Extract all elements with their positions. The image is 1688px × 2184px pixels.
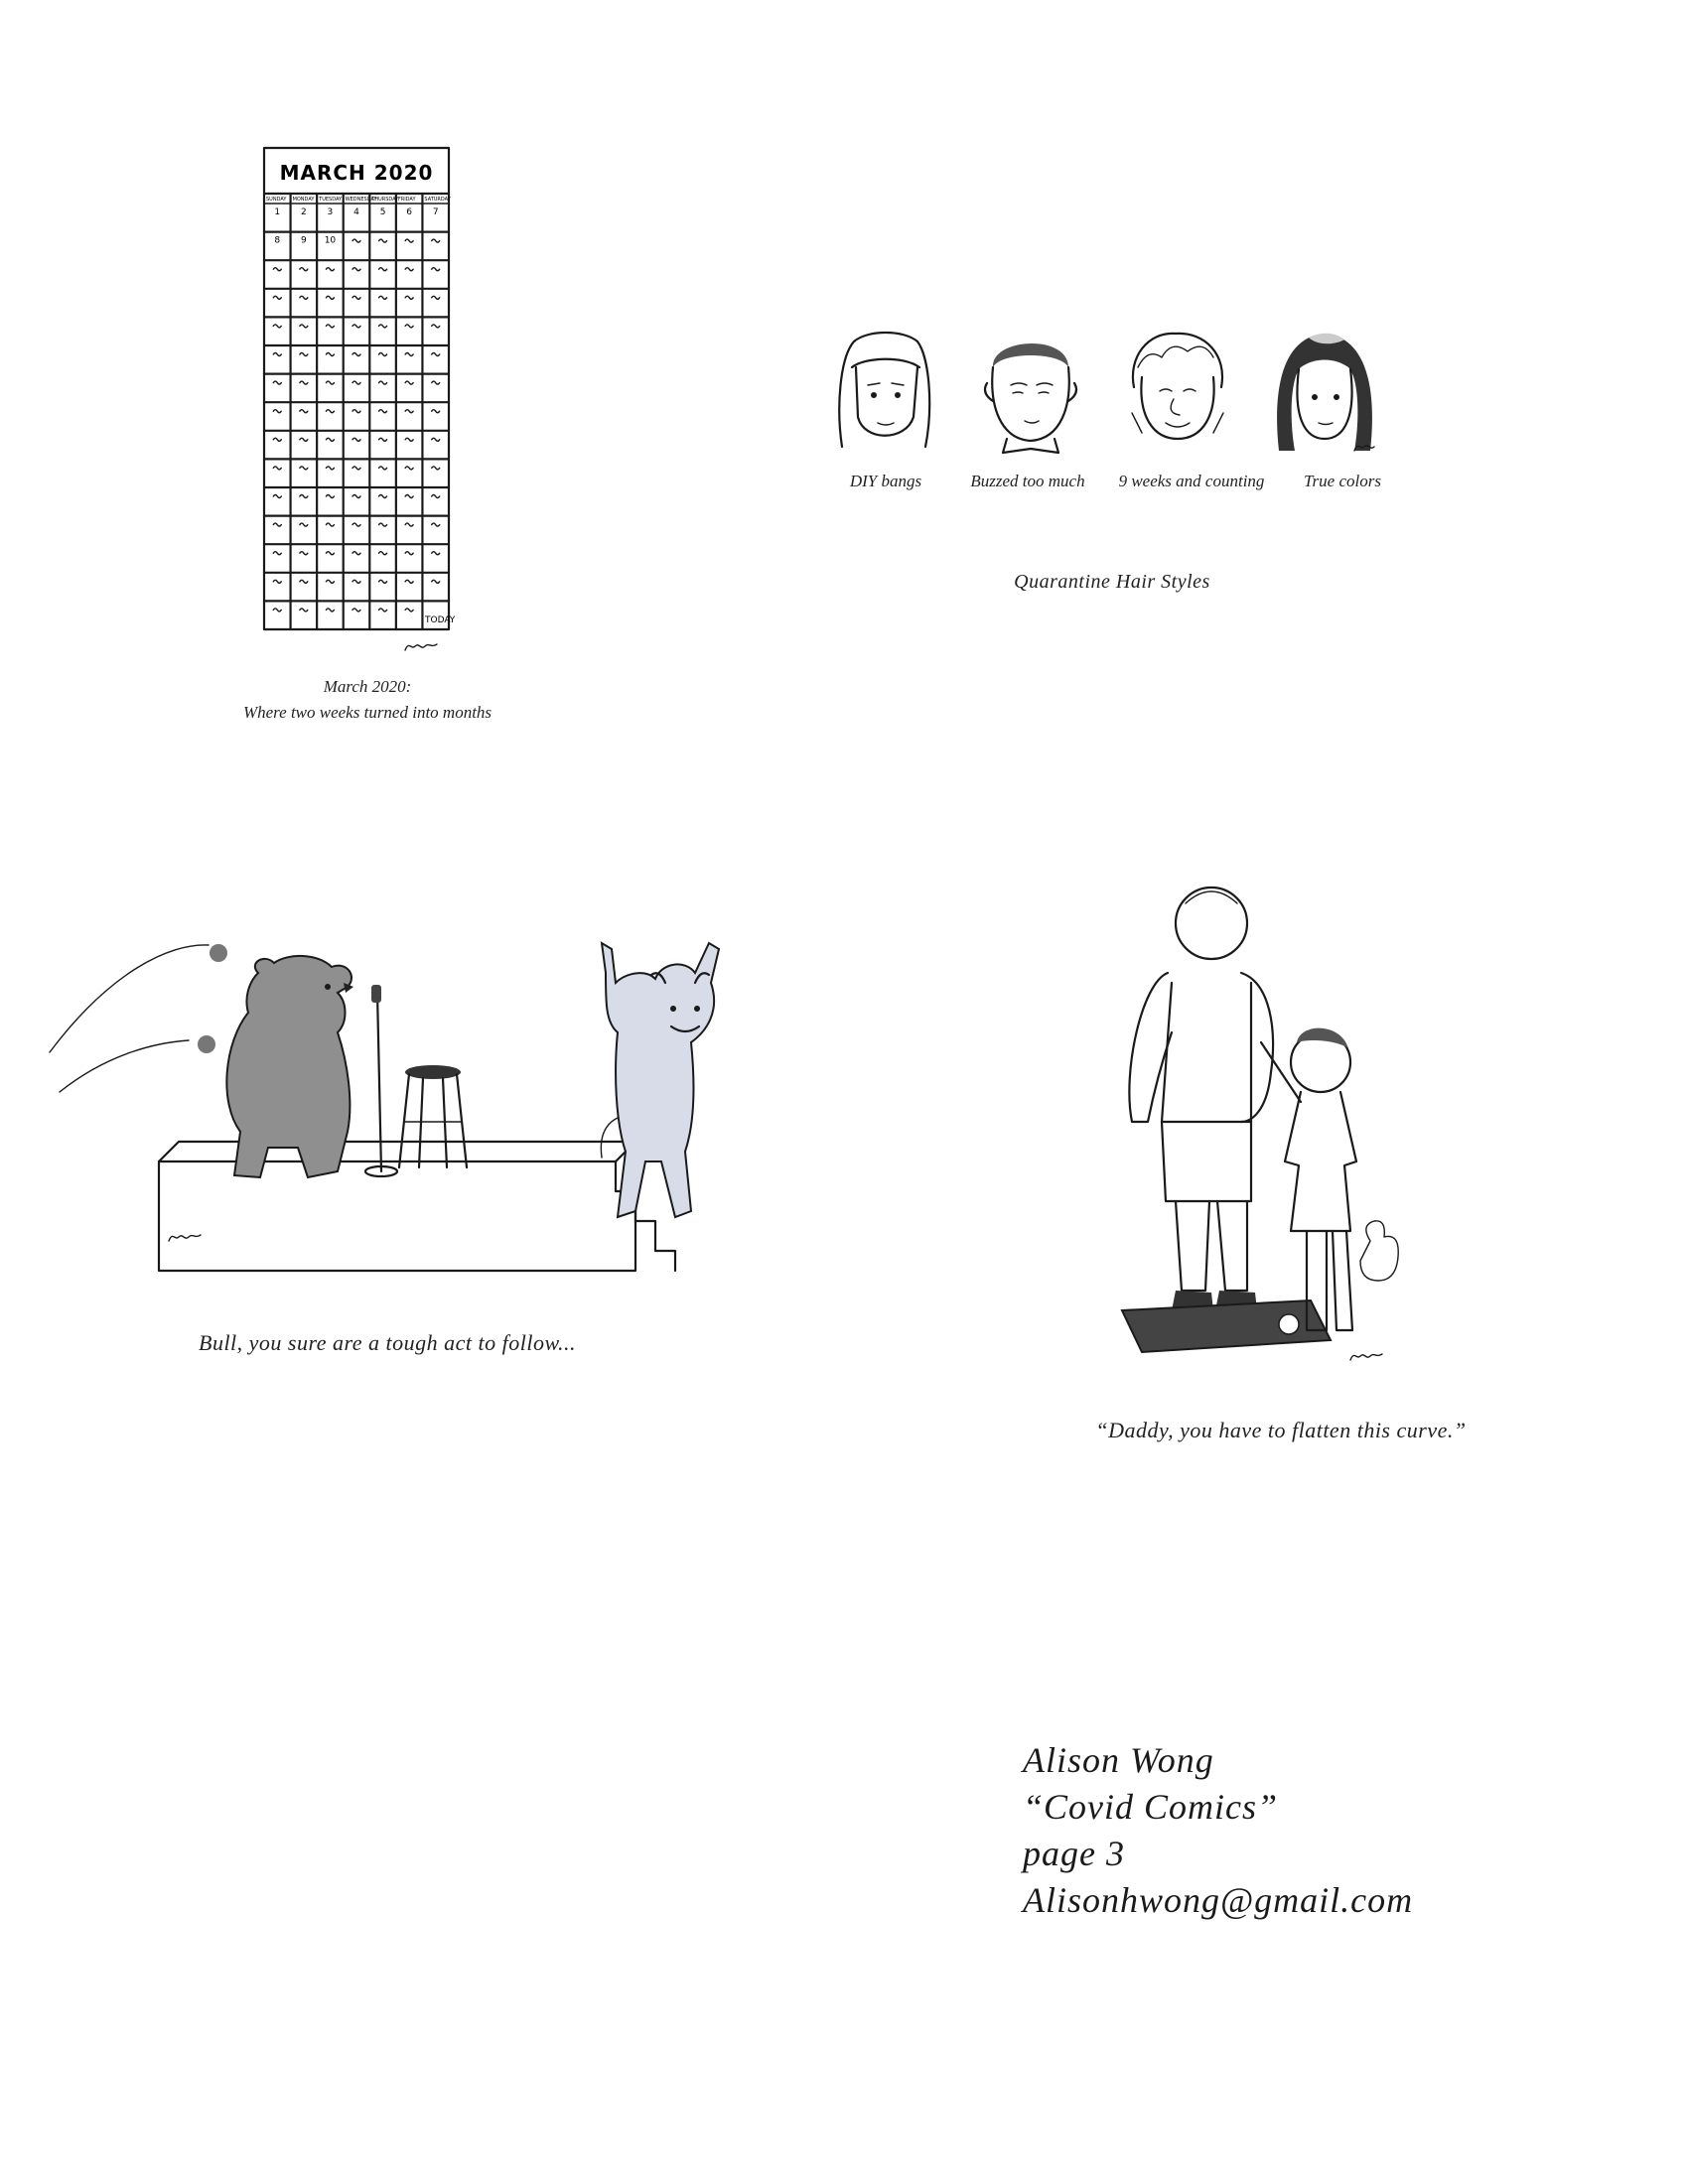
calendar-tilde-mark bbox=[326, 353, 334, 356]
calendar-date: 10 bbox=[324, 235, 337, 246]
calendar-date: 9 bbox=[300, 235, 307, 246]
calendar-tilde-mark bbox=[326, 523, 334, 526]
bear-bull-drawing bbox=[50, 923, 745, 1281]
calendar-tilde-mark bbox=[326, 552, 334, 555]
child-icon bbox=[1261, 1028, 1398, 1330]
artist-signature-icon bbox=[1350, 1354, 1382, 1360]
calendar-tilde-mark bbox=[273, 552, 281, 555]
calendar-tilde-mark bbox=[405, 580, 413, 583]
calendar-weekday: SUNDAY bbox=[266, 197, 287, 203]
calendar-tilde-mark bbox=[379, 467, 387, 470]
calendar-month-title: MARCH 2020 bbox=[279, 161, 434, 185]
calendar-tilde-mark bbox=[405, 296, 413, 299]
calendar-tilde-mark bbox=[326, 381, 334, 384]
calendar-date: 7 bbox=[432, 207, 439, 217]
calendar-tilde-mark bbox=[379, 523, 387, 526]
calendar-tilde-mark bbox=[300, 580, 308, 583]
calendar-frame bbox=[264, 148, 449, 629]
calendar-tilde-mark bbox=[352, 268, 360, 271]
calendar-tilde-mark bbox=[326, 410, 334, 413]
calendar-tilde-mark bbox=[432, 467, 440, 470]
page-number: page 3 bbox=[1023, 1834, 1125, 1873]
credit-block bbox=[1023, 1737, 1413, 1924]
calendar-tilde-mark bbox=[273, 495, 281, 498]
calendar-tilde-mark bbox=[379, 580, 387, 583]
calendar-tilde-mark bbox=[326, 580, 334, 583]
calendar-tilde-mark bbox=[379, 381, 387, 384]
calendar-tilde-mark bbox=[405, 381, 413, 384]
calendar-tilde-mark bbox=[273, 381, 281, 384]
calendar-weekday: FRIDAY bbox=[397, 197, 416, 203]
calendar-tilde-mark bbox=[405, 325, 413, 328]
calendar-tilde-mark bbox=[432, 239, 440, 242]
calendar-tilde-mark bbox=[273, 467, 281, 470]
calendar-tilde-mark bbox=[352, 296, 360, 299]
calendar-weekday: MONDAY bbox=[292, 197, 315, 203]
calendar-tilde-mark bbox=[326, 609, 334, 612]
calendar-tilde-mark bbox=[405, 552, 413, 555]
calendar-tilde-mark bbox=[432, 353, 440, 356]
calendar-weekday: TUESDAY bbox=[319, 197, 343, 203]
calendar-tilde-mark bbox=[405, 609, 413, 612]
teddy-bunny-icon bbox=[1360, 1221, 1398, 1281]
calendar-tilde-mark bbox=[352, 609, 360, 612]
calendar-tilde-mark bbox=[352, 523, 360, 526]
calendar-caption bbox=[189, 674, 546, 726]
calendar-tilde-mark bbox=[326, 495, 334, 498]
calendar-today-label: TODAY bbox=[425, 615, 456, 625]
calendar-tilde-mark bbox=[432, 268, 440, 271]
calendar-weekday: SATURDAY bbox=[424, 197, 451, 203]
calendar-tilde-mark bbox=[352, 239, 360, 242]
scale-caption: “Daddy, you have to flatten this curve.” bbox=[1095, 1418, 1467, 1442]
calendar-tilde-mark bbox=[405, 268, 413, 271]
calendar-tilde-mark bbox=[405, 495, 413, 498]
calendar-tilde-mark bbox=[273, 353, 281, 356]
face-true-colors-icon bbox=[1277, 334, 1374, 451]
calendar-tilde-mark bbox=[432, 325, 440, 328]
calendar-tilde-mark bbox=[405, 410, 413, 413]
calendar-tilde-mark bbox=[352, 495, 360, 498]
calendar-tilde-mark bbox=[273, 438, 281, 441]
scale-drawing bbox=[1102, 874, 1420, 1390]
calendar-date: 5 bbox=[379, 207, 386, 217]
bull-icon bbox=[601, 943, 719, 1217]
calendar-tilde-mark bbox=[432, 410, 440, 413]
calendar-tilde-mark bbox=[300, 467, 308, 470]
calendar-tilde-mark bbox=[379, 325, 387, 328]
hair-label-buzzed: Buzzed too much bbox=[970, 472, 1085, 490]
hair-caption: Quarantine Hair Styles bbox=[1014, 571, 1210, 593]
throw-arc bbox=[50, 945, 209, 1052]
calendar-tilde-mark bbox=[300, 609, 308, 612]
calendar-drawing bbox=[258, 144, 457, 660]
calendar-tilde-mark bbox=[405, 523, 413, 526]
calendar-tilde-mark bbox=[300, 381, 308, 384]
calendar-date: 4 bbox=[353, 207, 359, 217]
calendar-tilde-mark bbox=[300, 495, 308, 498]
calendar-tilde-mark bbox=[379, 438, 387, 441]
calendar-tilde-mark bbox=[326, 438, 334, 441]
calendar-tilde-mark bbox=[432, 523, 440, 526]
tomato-icon bbox=[210, 944, 227, 962]
calendar-tilde-mark bbox=[326, 268, 334, 271]
calendar-tilde-mark bbox=[273, 410, 281, 413]
calendar-date: 8 bbox=[274, 235, 281, 246]
calendar-tilde-mark bbox=[379, 268, 387, 271]
calendar-tilde-mark bbox=[300, 410, 308, 413]
calendar-tilde-mark bbox=[405, 467, 413, 470]
calendar-tilde-mark bbox=[379, 353, 387, 356]
calendar-tilde-mark bbox=[432, 580, 440, 583]
calendar-tilde-mark bbox=[432, 296, 440, 299]
calendar-weekday: THURSDAY bbox=[371, 197, 399, 203]
tomato-icon bbox=[198, 1035, 215, 1053]
calendar-tilde-mark bbox=[326, 467, 334, 470]
calendar-tilde-mark bbox=[405, 353, 413, 356]
calendar-tilde-mark bbox=[352, 438, 360, 441]
calendar-date: 3 bbox=[327, 207, 334, 217]
hair-label-diy-bangs: DIY bangs bbox=[849, 472, 922, 490]
calendar-weekday: WEDNESDAY bbox=[345, 197, 377, 203]
calendar-caption-line1: March 2020: bbox=[323, 677, 412, 696]
calendar-tilde-mark bbox=[379, 495, 387, 498]
author-name: Alison Wong bbox=[1023, 1740, 1214, 1780]
calendar-tilde-mark bbox=[379, 609, 387, 612]
hair-label-true-colors: True colors bbox=[1304, 472, 1381, 490]
face-nine-weeks-icon bbox=[1132, 334, 1223, 439]
calendar-tilde-mark bbox=[300, 552, 308, 555]
calendar-caption-line2: Where two weeks turned into months bbox=[242, 703, 492, 722]
face-diy-bangs-icon bbox=[839, 333, 929, 447]
calendar-tilde-mark bbox=[300, 325, 308, 328]
calendar-tilde-mark bbox=[300, 523, 308, 526]
calendar-tilde-mark bbox=[352, 552, 360, 555]
calendar-tilde-mark bbox=[300, 296, 308, 299]
calendar-date: 1 bbox=[274, 207, 281, 217]
calendar-tilde-mark bbox=[352, 325, 360, 328]
father-icon bbox=[1129, 887, 1273, 1310]
bathroom-scale-icon bbox=[1122, 1300, 1331, 1352]
artist-signature-icon bbox=[169, 1235, 201, 1241]
calendar-tilde-mark bbox=[432, 495, 440, 498]
calendar-tilde-mark bbox=[300, 268, 308, 271]
calendar-tilde-mark bbox=[273, 296, 281, 299]
calendar-tilde-mark bbox=[352, 381, 360, 384]
calendar-tilde-mark bbox=[273, 609, 281, 612]
calendar-tilde-mark bbox=[405, 239, 413, 242]
calendar-tilde-mark bbox=[352, 580, 360, 583]
calendar-tilde-mark bbox=[352, 353, 360, 356]
calendar-tilde-mark bbox=[405, 438, 413, 441]
calendar-tilde-mark bbox=[352, 467, 360, 470]
calendar-tilde-mark bbox=[300, 438, 308, 441]
stool-icon bbox=[399, 1065, 467, 1167]
microphone-stand bbox=[377, 993, 381, 1171]
calendar-date: 6 bbox=[406, 207, 413, 217]
calendar-date: 2 bbox=[300, 207, 307, 217]
face-buzzed-icon bbox=[985, 343, 1076, 453]
calendar-tilde-mark bbox=[379, 296, 387, 299]
calendar-tilde-mark bbox=[273, 523, 281, 526]
calendar-tilde-mark bbox=[432, 552, 440, 555]
series-title: “Covid Comics” bbox=[1023, 1787, 1279, 1827]
calendar-tilde-mark bbox=[273, 325, 281, 328]
bear-icon bbox=[226, 956, 353, 1177]
artist-signature-icon bbox=[405, 644, 437, 650]
calendar-tilde-mark bbox=[379, 410, 387, 413]
hair-faces-drawing bbox=[834, 328, 1410, 467]
calendar-tilde-mark bbox=[379, 552, 387, 555]
bear-bull-caption: Bull, you sure are a tough act to follow... bbox=[199, 1330, 576, 1355]
author-email: Alisonhwong@gmail.com bbox=[1023, 1880, 1414, 1920]
calendar-tilde-mark bbox=[300, 353, 308, 356]
calendar-tilde-mark bbox=[432, 381, 440, 384]
calendar-tilde-mark bbox=[273, 580, 281, 583]
calendar-tilde-mark bbox=[379, 239, 387, 242]
hair-label-nine-weeks: 9 weeks and counting bbox=[1118, 472, 1265, 490]
calendar-tilde-mark bbox=[273, 268, 281, 271]
calendar-tilde-mark bbox=[432, 438, 440, 441]
calendar-tilde-mark bbox=[326, 296, 334, 299]
microphone-icon bbox=[371, 985, 381, 1003]
calendar-tilde-mark bbox=[352, 410, 360, 413]
calendar-tilde-mark bbox=[326, 325, 334, 328]
